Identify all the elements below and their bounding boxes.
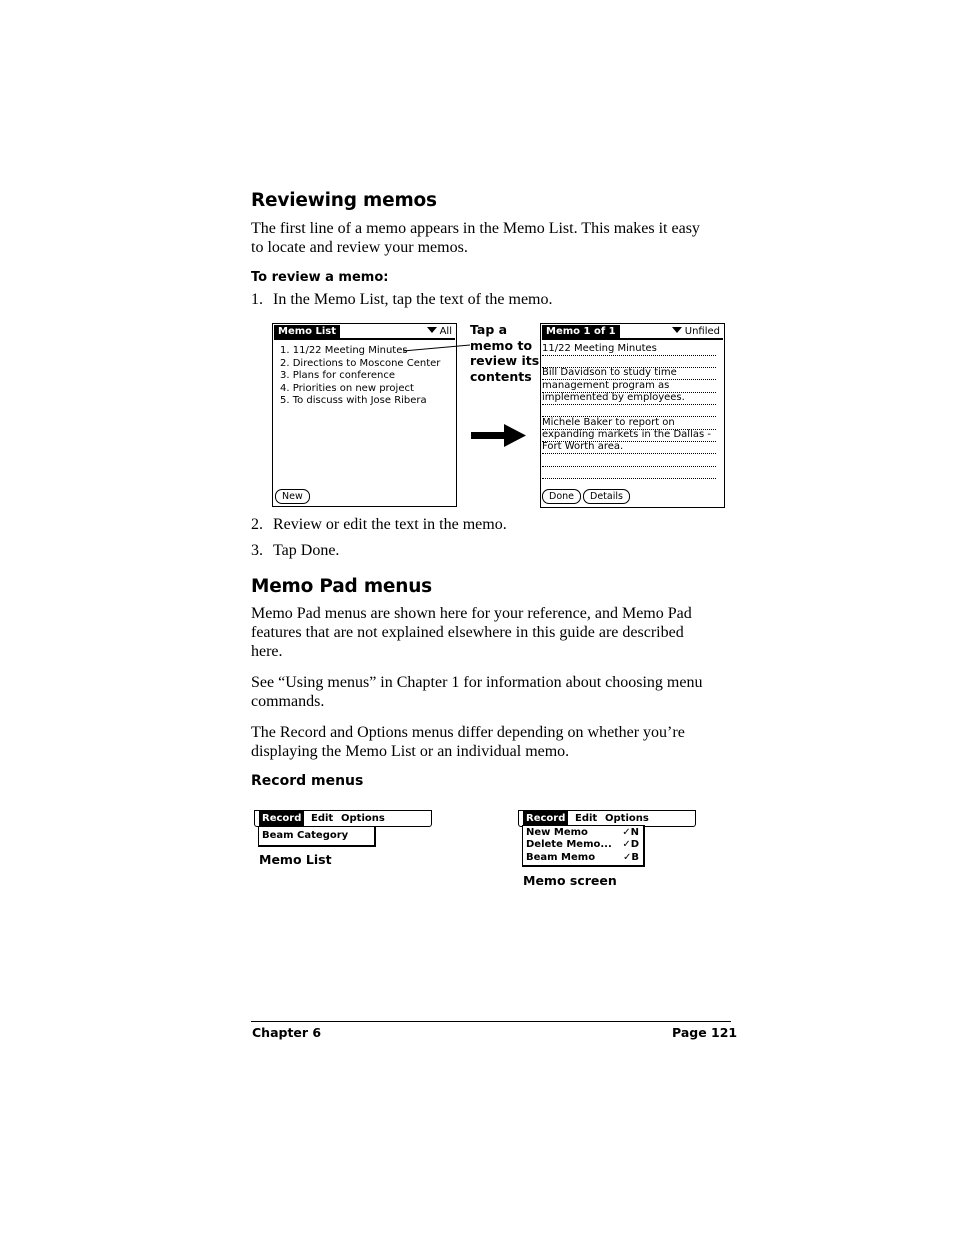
paragraph-line: The first line of a memo appears in the Memo List. This makes it easy (251, 220, 700, 237)
callout-line: memo to (470, 337, 533, 353)
menu-edit[interactable]: Edit (311, 813, 334, 824)
paragraph (251, 723, 685, 761)
subheading-record-menus: Record menus (251, 773, 364, 789)
menu-options[interactable]: Options (605, 813, 649, 824)
details-button[interactable]: Details (583, 489, 630, 504)
step-text: In the Memo List, tap the text of the memo. (273, 291, 553, 308)
menu-record[interactable]: Record (259, 811, 304, 826)
footer-chapter: Chapter 6 (252, 1025, 322, 1040)
list-item[interactable]: 3. Plans for conference (280, 370, 395, 381)
menu-item-beam-memo[interactable]: Beam Memo (526, 852, 596, 863)
memo-screen (540, 323, 725, 508)
shortcut-d: ✓D (622, 839, 639, 850)
new-button[interactable]: New (275, 489, 310, 504)
paragraph (251, 673, 702, 711)
paragraph-line: here. (251, 643, 283, 660)
category-picker[interactable] (672, 325, 720, 338)
done-button[interactable]: Done (542, 489, 581, 504)
step-number: 3. (251, 542, 263, 559)
memo-text-line[interactable]: implemented by employees. (542, 392, 716, 405)
memo-list-title: Memo List (274, 325, 340, 338)
paragraph (251, 604, 692, 661)
procedure-title: To review a memo: (251, 270, 389, 285)
menu-record[interactable]: Record (523, 811, 568, 826)
memo-text-line[interactable] (542, 466, 716, 479)
callout-text (470, 322, 539, 385)
right-arrow-icon (470, 422, 528, 450)
chevron-down-icon (427, 327, 437, 333)
step-text: Review or edit the text in the memo. (273, 516, 507, 533)
title-underline (274, 338, 455, 340)
menu-item-beam-category[interactable]: Beam Category (262, 830, 349, 841)
caption-memo-list: Memo List (259, 852, 332, 867)
memo-text-line[interactable]: expanding markets in the Dallas - (542, 429, 716, 442)
step-2 (251, 515, 507, 534)
list-item[interactable]: 5. To discuss with Jose Ribera (280, 395, 427, 406)
category-picker[interactable] (427, 325, 452, 338)
section-heading-reviewing-memos: Reviewing memos (251, 190, 437, 211)
paragraph-line: to locate and review your memos. (251, 239, 468, 256)
category-label: Unfiled (684, 326, 720, 337)
paragraph-line: commands. (251, 693, 325, 710)
menu-item-delete-memo[interactable]: Delete Memo... (526, 839, 612, 850)
memo-text-line[interactable]: Michele Baker to report on (542, 417, 716, 430)
step-3 (251, 541, 339, 560)
callout-line: review its (470, 353, 540, 369)
step-text: Tap Done. (273, 542, 340, 559)
paragraph-line: displaying the Memo List or an individual memo. (251, 743, 570, 760)
paragraph-line: Memo Pad menus are shown here for your reference, and Memo Pad (251, 605, 692, 622)
title-underline (542, 338, 723, 340)
footer-page: Page 121 (672, 1025, 738, 1040)
memo-text-line[interactable]: Fort Worth area. (542, 441, 716, 454)
category-label: All (439, 326, 452, 337)
callout-line: contents (470, 369, 532, 385)
step-1 (251, 290, 553, 309)
memo-text-line[interactable] (542, 404, 716, 417)
memo-text-line[interactable]: management program as (542, 380, 716, 393)
step-number: 1. (251, 291, 263, 308)
memo-text-line[interactable]: 11/22 Meeting Minutes (542, 343, 716, 356)
menu-options[interactable]: Options (341, 813, 385, 824)
menu-edit[interactable]: Edit (575, 813, 598, 824)
step-number: 2. (251, 516, 263, 533)
chevron-down-icon (672, 327, 682, 333)
caption-memo-screen: Memo screen (523, 873, 617, 888)
memo-text-line[interactable]: Bill Davidson to study time (542, 367, 716, 380)
list-item[interactable]: 1. 11/22 Meeting Minutes (280, 345, 408, 356)
memo-screen-title: Memo 1 of 1 (542, 325, 620, 338)
paragraph-line: features that are not explained elsewhere in this guide are described (251, 624, 684, 641)
section-heading-memo-pad-menus: Memo Pad menus (251, 576, 432, 597)
callout-leader-line (400, 343, 472, 355)
footer-rule (251, 1021, 731, 1022)
menu-bar (254, 810, 432, 827)
shortcut-b: ✓B (622, 852, 639, 863)
list-item[interactable]: 2. Directions to Moscone Center (280, 358, 441, 369)
paragraph-line: See “Using menus” in Chapter 1 for information about choosing menu (251, 674, 703, 691)
list-item[interactable]: 4. Priorities on new project (280, 383, 414, 394)
callout-line: Tap a (470, 322, 508, 337)
record-dropdown (258, 826, 376, 847)
menu-item-new-memo[interactable]: New Memo (526, 827, 588, 838)
record-dropdown (522, 825, 645, 867)
shortcut-n: ✓N (622, 827, 639, 838)
paragraph-line: The Record and Options menus differ depending on whether you’re (251, 724, 685, 741)
